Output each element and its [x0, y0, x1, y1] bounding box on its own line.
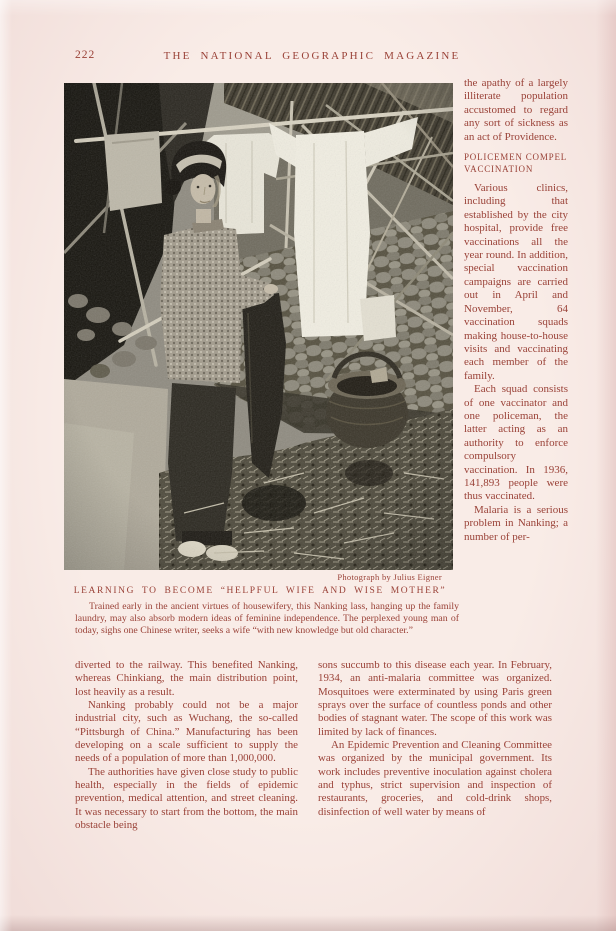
paragraph: sons succumb to this disease each year. In February, 1934, an anti-malaria committee was organized. Mosquitoes were exterminated by using Paris green sprays over the surface of countless ponds and other bodies of stagnant water. The scope of this work was limited by lack of finances.: [318, 659, 552, 738]
paragraph: Various clinics, including that established by the city hospital, provide free vaccinations all the year round. In addition, special vaccination campaigns are carried out in April and November, 64 vaccination squads making house-to-house visits and vaccinating each member of the family.: [464, 182, 568, 382]
photo-credit: Photograph by Julius Eigner: [337, 572, 442, 582]
photo: [64, 83, 453, 570]
sidebar-body-text: [464, 182, 568, 544]
paragraph: diverted to the railway. This benefited Nanking, whereas Chinkiang, the main distribution point, lost heavily as a result.: [75, 659, 298, 698]
caption-body: [75, 601, 459, 637]
paragraph: Trained early in the ancient virtues of housewifery, this Nanking lass, hanging up the family laundry, may also absorb modern ideas of feminine independence. The perplexed young man of today, sighs one Chinese writer, seeks a wife “with new knowledge but old character.”: [75, 601, 459, 636]
paragraph: the apathy of a largely illiterate population accustomed to regard any sort of sickness as an act of Providence.: [464, 77, 568, 143]
left-text-column: [75, 659, 298, 832]
sidebar-continuation-text: [464, 77, 568, 144]
paragraph: Malaria is a serious problem in Nanking; a number of per-: [464, 503, 568, 543]
paragraph: An Epidemic Prevention and Cleaning Committee was organized by the municipal government. Its work includes preventive inoculation against cholera and typhus, strict supervision and inspection of restaurants, groceries, and cold-drink shops, disinfection of well water by means of: [318, 739, 552, 818]
page-number: 222: [75, 49, 96, 61]
running-header-title: THE NATIONAL GEOGRAPHIC MAGAZINE: [163, 50, 461, 62]
paragraph: Each squad consists of one vaccinator and one policeman, the latter acting as an authority to enforce compulsory vaccination. In 1936, 141,893 people were thus vaccinated.: [464, 383, 568, 503]
right-text-column: [318, 659, 552, 819]
section-heading: POLICEMEN COMPEL VACCINATION: [464, 152, 567, 174]
paragraph: Nanking probably could not be a major industrial city, such as Wuchang, the so-called “Pittsburgh of China.” Manufacturing has been developing on a scale sufficient to supply the needs of a population of more than 1,000,000.: [75, 699, 298, 765]
sidebar-column: [464, 77, 568, 544]
caption-title: LEARNING TO BECOME “HELPFUL WIFE AND WISE MOTHER”: [73, 586, 447, 596]
photo-illustration: [64, 83, 453, 570]
paragraph: The authorities have given close study to public health, especially in the fields of epidemic prevention, medical attention, and street cleaning. It was necessary to start from the bottom, the main obstacle being: [75, 765, 298, 832]
